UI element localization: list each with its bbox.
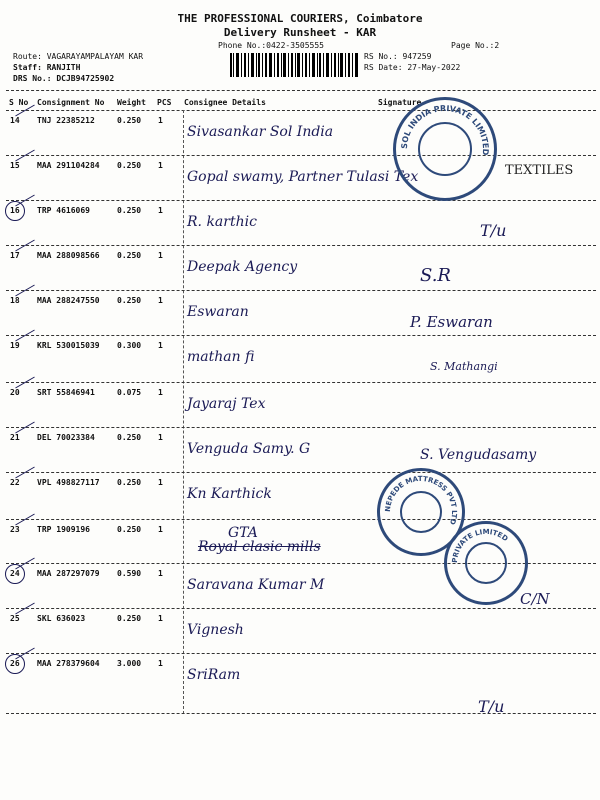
row-pcs: 1 [158, 296, 163, 305]
row-consignee: Venguda Samy. G [187, 441, 311, 457]
row-consignee: Sivasankar Sol India [187, 124, 334, 140]
row-consignee: Saravana Kumar M [187, 577, 325, 593]
svg-text:SOL INDIA PRIVATE LIMITED [400, 104, 490, 156]
row-consignment: MAA 288098566 [37, 251, 100, 260]
row-signature: S. Mathangi [430, 360, 498, 373]
row-consignment: VPL 498827117 [37, 478, 100, 487]
row-pcs: 1 [158, 251, 163, 260]
row-weight: 0.250 [117, 251, 142, 260]
row-pcs: 1 [158, 116, 163, 125]
row-sno: 17 [10, 251, 20, 260]
row-divider [6, 200, 596, 201]
row-divider [6, 713, 596, 714]
rs-date: RS Date: 27-May-2022 [364, 63, 461, 72]
row-consignment: KRL 530015039 [37, 341, 100, 350]
row-pcs: 1 [158, 525, 163, 534]
row-pcs: 1 [158, 614, 163, 623]
row-pcs: 1 [158, 206, 163, 215]
row-divider [6, 382, 596, 383]
col-signature: Signature [378, 98, 422, 107]
col-consignee: Consignee Details [184, 98, 266, 107]
row-consignment: TRP 1909196 [37, 525, 90, 534]
row-divider [6, 608, 596, 609]
row-consignee: R. karthic [187, 214, 257, 230]
svg-text:NEPEDE MATTRESS PVT LTD [384, 475, 458, 526]
barcode [230, 53, 358, 77]
row-divider [6, 155, 596, 156]
row-divider [6, 427, 596, 428]
row-sno: 22 [10, 478, 20, 487]
row-pcs: 1 [158, 161, 163, 170]
row-consignment: TRP 4616069 [37, 206, 90, 215]
row-divider [6, 290, 596, 291]
row-sno: 25 [10, 614, 20, 623]
row-consignee: GTA [228, 525, 258, 541]
page-number: Page No.:2 [451, 41, 500, 50]
row-weight: 0.250 [117, 614, 142, 623]
route: Route: VAGARAYAMPALAYAM KAR [13, 52, 144, 61]
stamp-text: NEPEDE MATTRESS PVT LTD [383, 474, 459, 526]
row-circle-mark [5, 654, 25, 674]
row-signature: TEXTILES [505, 163, 574, 178]
row-consignment: MAA 288247550 [37, 296, 100, 305]
col-weight: Weight [117, 98, 146, 107]
row-pcs: 1 [158, 569, 163, 578]
row-sno: 20 [10, 388, 20, 397]
row-sno: 14 [10, 116, 20, 125]
row-pcs: 1 [158, 478, 163, 487]
header-rule-bottom [6, 110, 596, 111]
row-consignee: Vignesh [187, 622, 244, 638]
row-pcs: 1 [158, 341, 163, 350]
drs-number: DRS No.: DCJB94725902 [13, 74, 115, 83]
company-name: THE PROFESSIONAL COURIERS, Coimbatore [177, 12, 423, 25]
row-signature: T/u [478, 697, 505, 716]
row-divider [6, 335, 596, 336]
row-consignee: Gopal swamy, Partner Tulasi Tex [187, 169, 419, 185]
row-divider [6, 245, 596, 246]
row-consignee: SriRam [187, 667, 241, 683]
row-divider [6, 653, 596, 654]
row-consignee-struck: Royal clasic mills [198, 539, 321, 555]
row-weight: 0.250 [117, 433, 142, 442]
row-consignee: Deepak Agency [187, 259, 298, 275]
row-weight: 0.250 [117, 296, 142, 305]
row-weight: 0.250 [117, 116, 142, 125]
row-consignment: SKL 636023 [37, 614, 86, 623]
row-consignee: Eswaran [187, 304, 249, 320]
row-weight: 0.250 [117, 206, 142, 215]
row-circle-mark [5, 201, 25, 221]
row-sno: 23 [10, 525, 20, 534]
row-signature: P. Eswaran [410, 313, 493, 331]
row-weight: 0.590 [117, 569, 142, 578]
row-signature: S. Vengudasamy [420, 447, 537, 463]
row-sno: 21 [10, 433, 20, 442]
row-signature: T/u [480, 221, 507, 240]
row-signature: S.R [420, 265, 451, 286]
row-consignment: DEL 70023384 [37, 433, 95, 442]
row-consignee: Kn Karthick [187, 486, 272, 502]
row-consignment: MAA 278379604 [37, 659, 100, 668]
row-sno: 15 [10, 161, 20, 170]
stamp-text: SOL INDIA PRIVATE LIMITED [399, 103, 491, 156]
svg-text:PRIVATE LIMITED [451, 528, 510, 563]
row-weight: 0.250 [117, 525, 142, 534]
row-signature: C/N [520, 590, 550, 608]
row-weight: 0.300 [117, 341, 142, 350]
row-circle-mark [5, 564, 25, 584]
col-consignment: Consignment No [37, 98, 105, 107]
row-sno: 16 [10, 206, 20, 215]
stamp-text: PRIVATE LIMITED [450, 527, 510, 564]
col-pcs: PCS [157, 98, 172, 107]
row-weight: 0.250 [117, 478, 142, 487]
staff: Staff: RANJITH [13, 63, 81, 72]
row-weight: 0.075 [117, 388, 142, 397]
row-consignment: SRT 55846941 [37, 388, 95, 397]
phone-number: Phone No.:0422-3505555 [218, 41, 324, 50]
row-consignment: TNJ 22385212 [37, 116, 95, 125]
row-consignment: MAA 287297079 [37, 569, 100, 578]
rs-number: RS No.: 947259 [364, 52, 432, 61]
row-divider [6, 472, 596, 473]
row-divider [6, 519, 596, 520]
row-sno: 18 [10, 296, 20, 305]
row-consignee: Jayaraj Tex [187, 396, 266, 412]
header-rule-top [6, 90, 596, 91]
row-consignee: mathan fi [187, 349, 255, 365]
row-weight: 0.250 [117, 161, 142, 170]
row-pcs: 1 [158, 388, 163, 397]
sheet-title: Delivery Runsheet - KAR [223, 26, 377, 39]
sol-india-stamp [393, 97, 497, 201]
row-sno: 19 [10, 341, 20, 350]
row-weight: 3.000 [117, 659, 142, 668]
col-sno: S No [9, 98, 29, 107]
row-sno: 26 [10, 659, 20, 668]
row-pcs: 1 [158, 433, 163, 442]
row-pcs: 1 [158, 659, 163, 668]
row-consignment: MAA 291104284 [37, 161, 100, 170]
row-sno: 24 [10, 569, 20, 578]
third-stamp [444, 521, 528, 605]
